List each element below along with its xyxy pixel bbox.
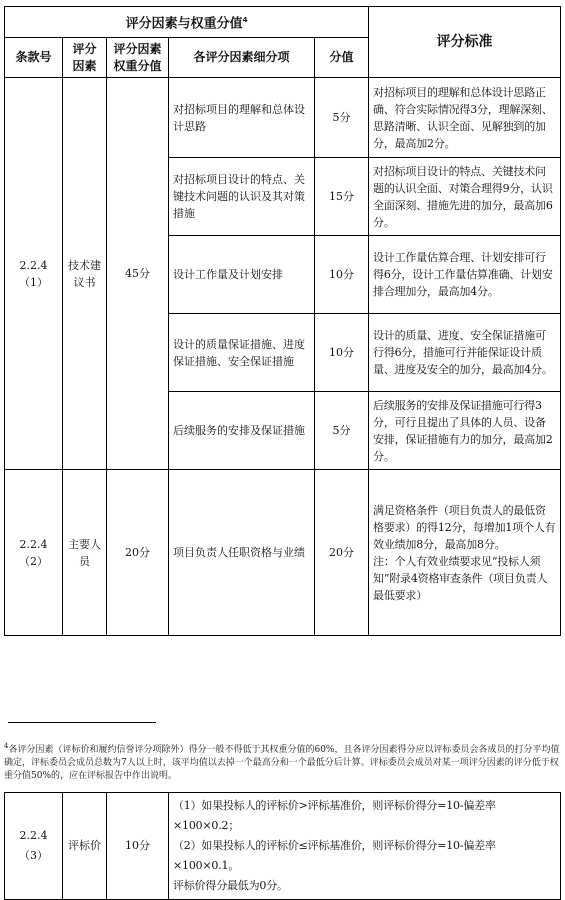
detail-cell: 后续服务的安排及保证措施: [169, 392, 315, 470]
criteria-line: （2）如果投标人的评标价≤评标基准价，则评标价得分=10-偏差率×100×0.1。: [173, 839, 496, 872]
table-row: [5, 470, 561, 636]
factor-cell: 主要人员: [63, 470, 107, 636]
criteria-cell: [369, 470, 561, 636]
header-row-1: [5, 7, 561, 38]
score-cell: 10分: [315, 236, 369, 314]
footnote: [4, 740, 560, 783]
factor-cell: 评标价: [63, 793, 107, 900]
footnote-text: 各评分因素（评标价和履约信誉评分项除外）得分一般不得低于其权重分值的60%，且各评分因素得分应以评标委员会各成员的打分平均值确定，评标委员会成员总数为7人以上时，该平均值以去掉一个最高分和一个最低分后计算。评标委员会成员对某一项评分因素的评分低于权重分值50%的，应在评标报告中作出说明。: [4, 745, 560, 781]
criteria-note: 注：个人有效业绩要求见“投标人须知”附录4资格审查条件（项目负责人最低要求）: [373, 554, 548, 602]
col-score-heading: 分值: [315, 38, 369, 78]
criteria-cell: 设计工作量估算合理、计划安排可行得6分，设计工作量估算准确、计划安排合理加分，最高加4分。: [369, 236, 561, 314]
criteria-cell: 对招标项目设计的特点、关键技术问题的认识全面、对策合理得9分，认识全面深刻、措施先进的加分，最高加6分。: [369, 158, 561, 236]
scoring-table: [4, 6, 561, 636]
factor-weight-title: 评分因素与权重分值: [125, 16, 243, 32]
score-cell: 15分: [315, 158, 369, 236]
criteria-cell: [169, 793, 561, 900]
detail-cell: 对招标项目设计的特点、关键技术问题的认识及其对策措施: [169, 158, 315, 236]
clause-cell: 2.2.4（1）: [5, 78, 63, 470]
weight-cell: 45分: [107, 78, 169, 470]
clause-cell: 2.2.4（3）: [5, 793, 63, 900]
criteria-heading: 评分标准: [369, 7, 561, 78]
factor-cell: 技术建议书: [63, 78, 107, 470]
col-detail-heading: 各评分因素细分项: [169, 38, 315, 78]
col-clause-heading: 条款号: [5, 38, 63, 78]
footnote-marker: 4: [242, 15, 248, 24]
weight-cell: 20分: [107, 470, 169, 636]
col-factor-heading: 评分因素: [63, 38, 107, 78]
factor-weight-heading: [5, 7, 369, 38]
footnote-marker: 4: [4, 742, 9, 750]
criteria-line: 评标价得分最低为0分。: [173, 879, 288, 892]
score-cell: 10分: [315, 314, 369, 392]
weight-cell: 10分: [107, 793, 169, 900]
score-cell: 20分: [315, 470, 369, 636]
clause-cell: 2.2.4（2）: [5, 470, 63, 636]
score-cell: 5分: [315, 392, 369, 470]
criteria-text: 满足资格条件（项目负责人的最低资格要求）的得12分，每增加1项个人有效业绩加8分，最高加8分。: [373, 503, 556, 551]
continued-table: [4, 792, 561, 900]
detail-cell: 设计工作量及计划安排: [169, 236, 315, 314]
detail-cell: 设计的质量保证措施、进度保证措施、安全保证措施: [169, 314, 315, 392]
criteria-cell: 对招标项目的理解和总体设计思路正确、符合实际情况得3分，理解深刻、思路清晰、认识全面、见解独到的加分，最高加2分。: [369, 78, 561, 158]
score-cell: 5分: [315, 78, 369, 158]
criteria-cell: 后续服务的安排及保证措施可行得3分，可行且提出了具体的人员、设备安排，保证措施有力的加分，最高加2分。: [369, 392, 561, 470]
col-weight-heading: 评分因素权重分值: [107, 38, 169, 78]
detail-cell: 对招标项目的理解和总体设计思路: [169, 78, 315, 158]
criteria-cell: 设计的质量、进度、安全保证措施可行得6分，措施可行并能保证设计质量、进度及安全的加分，最高加4分。: [369, 314, 561, 392]
table-row: [5, 78, 561, 158]
criteria-line: （1）如果投标人的评标价>评标基准价，则评标价得分=10-偏差率×100×0.2；: [173, 799, 496, 832]
table-row: [5, 793, 561, 900]
footnote-divider: [8, 722, 156, 723]
detail-cell: 项目负责人任职资格与业绩: [169, 470, 315, 636]
